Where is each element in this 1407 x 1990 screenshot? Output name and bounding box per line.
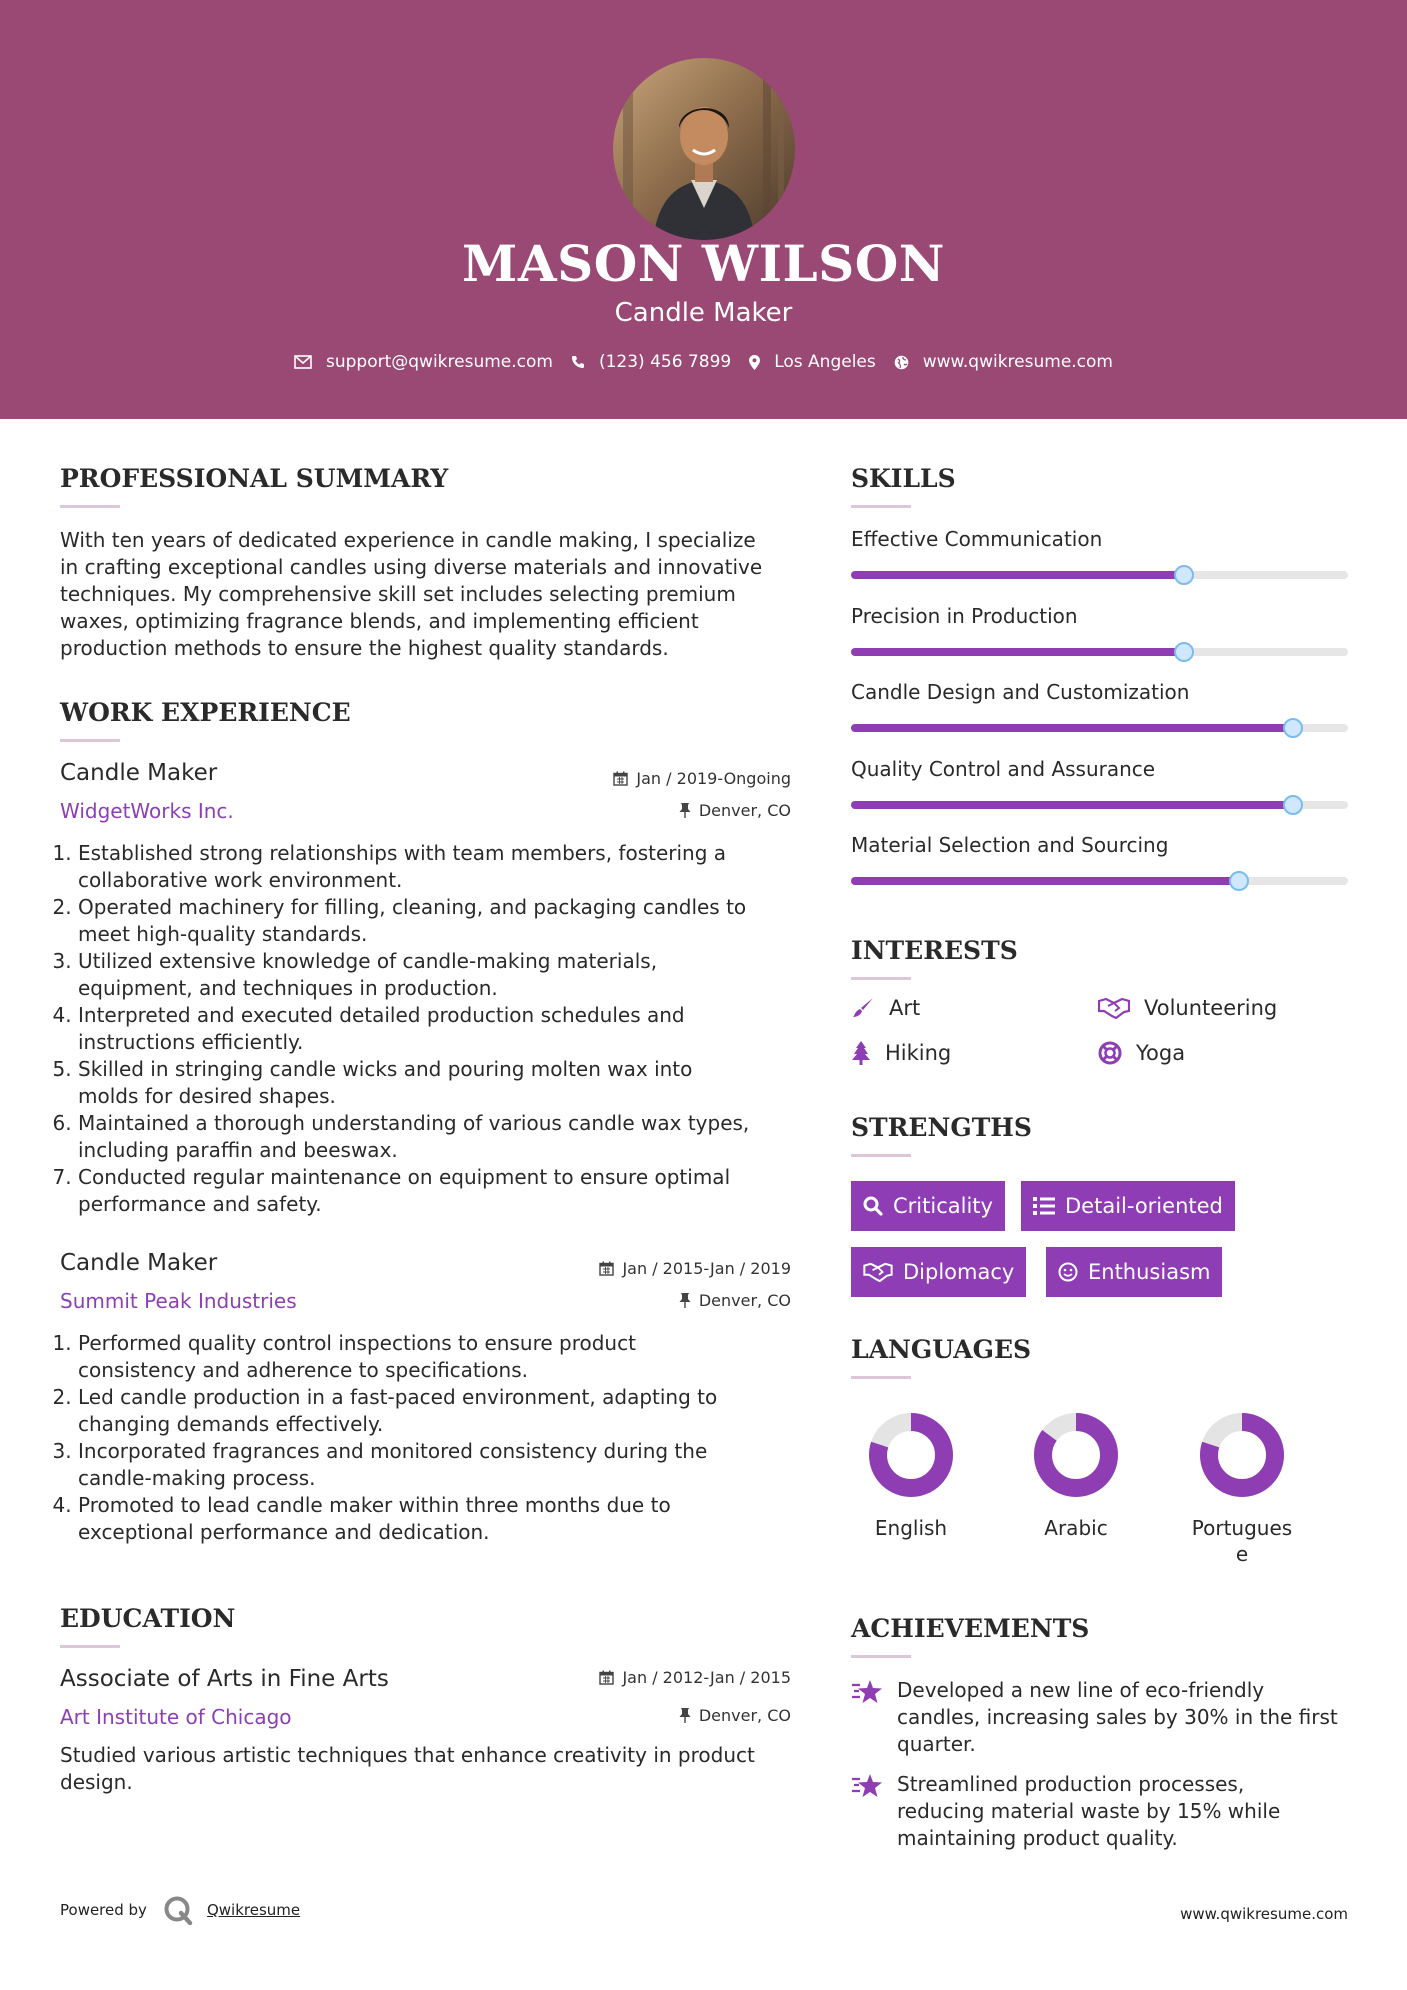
duty-line: consistency and adherence to specifications. [78,1358,528,1382]
strength-label: Detail-oriented [1065,1194,1223,1218]
job-dates [613,769,791,788]
skill-bar-fill [851,877,1239,885]
job-duties-list [60,1330,800,1546]
strength-tag [851,1247,1026,1297]
summary-line: techniques. My comprehensive skill set includes selecting premium [60,582,736,606]
language-donut [1033,1412,1119,1498]
skill-label: Material Selection and Sourcing [851,833,1169,857]
achievement-line: candles, increasing sales by 30% in the first [897,1705,1338,1729]
strength-tag [1046,1247,1222,1297]
pin-icon [679,1708,691,1723]
skill-bar-knob [1174,565,1194,585]
interests-heading: INTERESTS [851,936,1018,965]
job-duty [78,1164,800,1218]
job-duty [78,1110,800,1164]
strength-label: Criticality [893,1194,993,1218]
interest-item [851,1041,951,1065]
life-ring-icon [1098,1041,1122,1065]
envelope-icon [294,355,312,369]
skill-bar-fill [851,571,1184,579]
interest-item [1098,996,1277,1020]
pin-icon [679,1293,691,1308]
duty-line: 3. Incorporated fragrances and monitored consistency during the [78,1439,708,1463]
resume-header [0,0,1407,419]
qwikresume-link[interactable]: Qwikresume [206,1901,301,1919]
skills-divider [851,505,911,508]
language-label-line: Arabic [1044,1516,1108,1540]
experience-heading: WORK EXPERIENCE [60,698,351,727]
achievements-divider [851,1655,911,1658]
skill-bar-knob [1283,718,1303,738]
school-name: Art Institute of Chicago [60,1705,292,1729]
powered-by-label: Powered by [60,1901,147,1919]
interests-divider [851,977,911,980]
star-icon [851,1773,883,1799]
skill-label: Precision in Production [851,603,1078,628]
paintbrush-icon [851,996,875,1020]
skill-label: Quality Control and Assurance [851,756,1156,781]
degree-title: Associate of Arts in Fine Arts [60,1666,389,1692]
interest-item [851,996,920,1020]
star-icon [851,1679,883,1705]
skill-bar [851,648,1348,656]
duty-line: 2. Operated machinery for filling, cleaning, and packaging candles to [78,895,747,919]
contact-email-text: support@qwikresume.com [326,352,553,372]
pin-icon [679,803,691,818]
globe-icon [894,355,909,370]
achievement-line: Developed a new line of eco-friendly [897,1678,1265,1702]
education-description-line: design. [60,1770,133,1794]
achievement-line: maintaining product quality. [897,1826,1178,1850]
contact-location-text: Los Angeles [774,352,876,372]
experience-divider [60,739,120,742]
list-icon [1033,1197,1055,1215]
education-location-text: Denver, CO [698,1706,791,1725]
interest-label: Hiking [885,1041,952,1065]
handshake-icon [863,1262,893,1282]
summary-heading: PROFESSIONAL SUMMARY [60,464,449,493]
duty-line: 3. Utilized extensive knowledge of candle-making materials, [78,949,658,973]
duty-line: 7. Conducted regular maintenance on equipment to ensure optimal [78,1165,731,1189]
company-name: WidgetWorks Inc. [60,799,234,823]
achievement-item [851,1677,1351,1758]
education-location [679,1706,791,1725]
education-divider [60,1645,120,1648]
job-title: Candle Maker [60,760,218,786]
qwikresume-logo-icon [163,1895,193,1925]
job-duty [78,894,800,948]
duty-line: instructions efficiently. [78,1030,304,1054]
interest-label: Yoga [1136,1041,1186,1065]
duty-line: 5. Skilled in stringing candle wicks and pouring molten wax into [78,1057,693,1081]
summary-divider [60,505,120,508]
contact-phone-text: (123) 456 7899 [598,352,732,372]
strengths-divider [851,1154,911,1157]
calendar-icon [599,1670,614,1685]
summary-text [60,527,800,662]
duty-line: 1. Established strong relationships with team members, fostering a [78,841,727,865]
job-location [679,801,791,820]
footer-powered-by [60,1895,300,1925]
tree-icon [851,1041,871,1065]
interest-item [1098,1041,1185,1065]
summary-line: With ten years of dedicated experience in candle making, I specialize [60,528,756,552]
achievement-item [851,1771,1351,1852]
job-duty [78,1492,800,1546]
education-description [60,1742,800,1796]
job-duty [78,1438,800,1492]
duty-line: collaborative work environment. [78,868,403,892]
skill-bar-fill [851,724,1293,732]
language-label [1177,1515,1307,1567]
job-location-text: Denver, CO [698,801,791,820]
company-name: Summit Peak Industries [60,1289,297,1313]
duty-line: meet high-quality standards. [78,922,368,946]
duty-line: 6. Maintained a thorough understanding of various candle wax types, [78,1111,750,1135]
skill-bar [851,724,1348,732]
candidate-name: MASON WILSON [462,234,945,293]
handshake-icon [1098,997,1130,1019]
duty-line: exceptional performance and dedication. [78,1520,490,1544]
calendar-icon [599,1261,614,1276]
education-description-line: Studied various artistic techniques that enhance creativity in product [60,1743,755,1767]
candidate-title: Candle Maker [614,298,793,328]
strengths-heading: STRENGTHS [851,1113,1032,1142]
skill-bar-knob [1174,642,1194,662]
contact-website-text: www.qwikresume.com [922,352,1113,372]
duty-line: 4. Interpreted and executed detailed production schedules and [78,1003,685,1027]
summary-line: waxes, optimizing fragrance blends, and implementing efficient [60,609,699,633]
job-dates [599,1259,791,1278]
language-label-line: Portugues [1191,1516,1293,1540]
skill-bar-fill [851,648,1184,656]
job-duty [78,1056,800,1110]
job-duty [78,1002,800,1056]
contact-website[interactable] [894,352,1113,372]
duty-line: candle-making process. [78,1466,316,1490]
achievement-line: quarter. [897,1732,976,1756]
duty-line: equipment, and techniques in production. [78,976,498,1000]
duty-line: 2. Led candle production in a fast-paced environment, adapting to [78,1385,718,1409]
strength-tag [851,1181,1005,1231]
strength-label: Enthusiasm [1088,1260,1211,1284]
languages-divider [851,1376,911,1379]
achievements-heading: ACHIEVEMENTS [851,1614,1090,1643]
education-dates [599,1668,791,1687]
interest-label: Volunteering [1144,996,1278,1020]
achievement-line: Streamlined production processes, [897,1772,1245,1796]
language-donut [868,1412,954,1498]
skill-bar [851,877,1348,885]
language-donut [1199,1412,1285,1498]
job-duty [78,1384,800,1438]
interest-label: Art [889,996,921,1020]
footer-website[interactable]: www.qwikresume.com [1180,1905,1348,1923]
language-label-line: e [1235,1542,1249,1566]
duty-line: 4. Promoted to lead candle maker within three months due to [78,1493,671,1517]
phone-icon [571,355,585,369]
duty-line: including paraffin and beeswax. [78,1138,398,1162]
smile-icon [1058,1262,1078,1282]
skill-label: Candle Design and Customization [851,680,1190,704]
skill-bar-knob [1283,795,1303,815]
contact-bar [0,352,1407,372]
skill-bar [851,801,1348,809]
duty-line: 1. Performed quality control inspections to ensure product [78,1331,636,1355]
profile-photo [613,58,795,240]
education-heading: EDUCATION [60,1604,236,1633]
duty-line: performance and safety. [78,1192,322,1216]
language-label-line: English [874,1516,948,1540]
job-location-text: Denver, CO [698,1291,791,1310]
summary-line: in crafting exceptional candles using diverse materials and innovative [60,555,763,579]
skill-label: Effective Communication [851,527,1103,551]
job-location [679,1291,791,1310]
job-dates-text: Jan / 2019-Ongoing [636,769,791,788]
job-dates-text: Jan / 2015-Jan / 2019 [622,1259,791,1278]
achievement-line: reducing material waste by 15% while [897,1799,1281,1823]
skills-heading: SKILLS [851,464,956,493]
search-icon [863,1196,883,1216]
duty-line: molds for desired shapes. [78,1084,336,1108]
summary-line: production methods to ensure the highest quality standards. [60,636,669,660]
job-duties-list [60,840,800,1218]
contact-phone[interactable] [571,352,731,372]
contact-email[interactable] [294,352,553,372]
duty-line: changing demands effectively. [78,1412,384,1436]
language-label [1011,1515,1141,1541]
skill-bar-fill [851,801,1293,809]
map-marker-icon [749,355,760,370]
strength-tag [1021,1181,1235,1231]
calendar-icon [613,771,628,786]
languages-heading: LANGUAGES [851,1335,1032,1364]
strength-label: Diplomacy [903,1260,1015,1284]
contact-location [749,352,876,372]
job-title: Candle Maker [60,1250,218,1276]
skill-bar [851,571,1348,579]
skill-bar-knob [1229,871,1249,891]
job-duty [78,948,800,1002]
education-dates-text: Jan / 2012-Jan / 2015 [622,1668,791,1687]
job-duty [78,1330,800,1384]
job-duty [78,840,800,894]
language-label [846,1515,976,1541]
